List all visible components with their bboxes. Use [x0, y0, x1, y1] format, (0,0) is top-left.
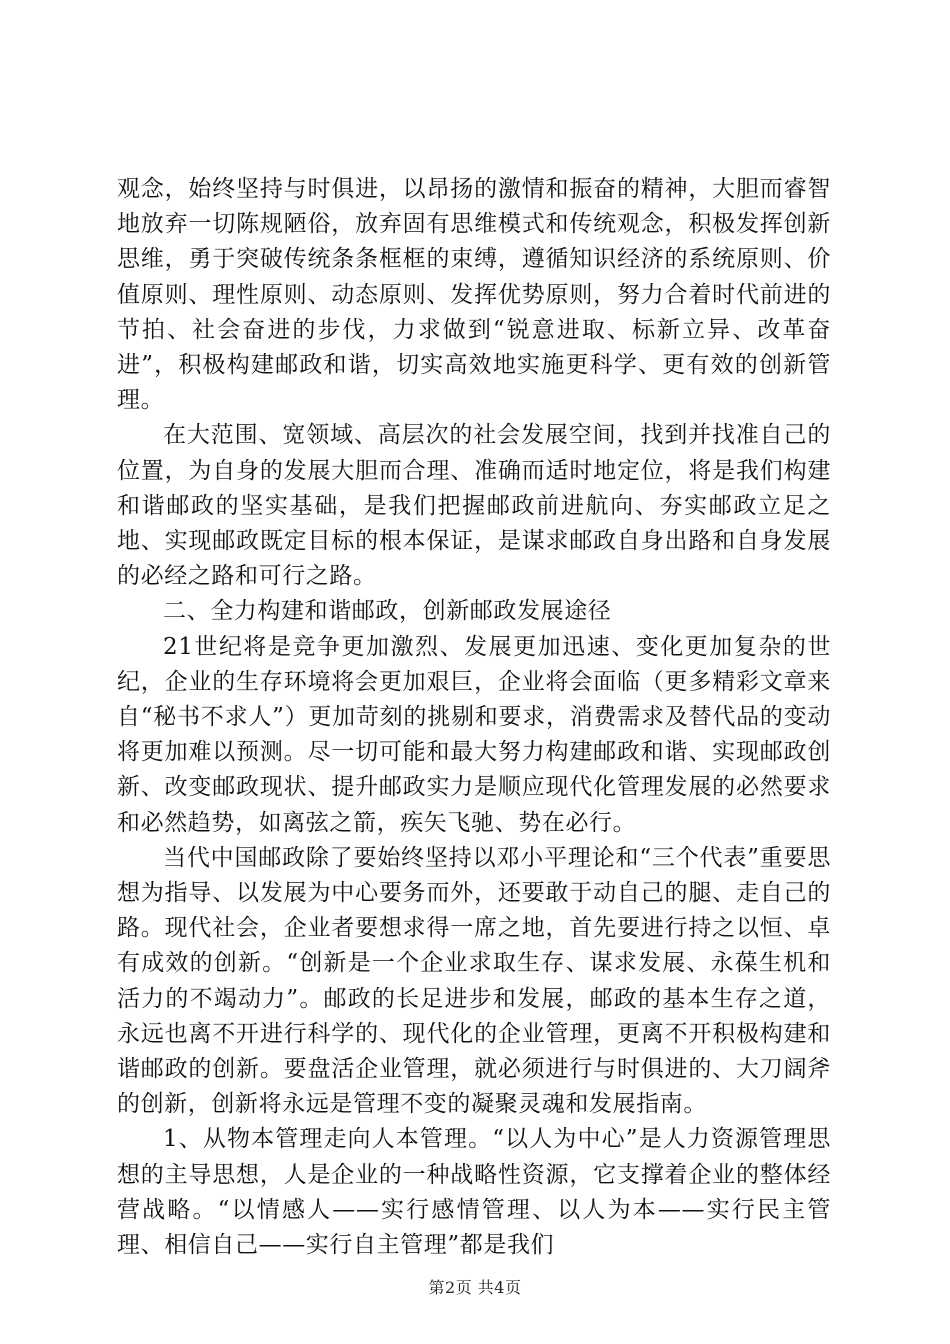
paragraph-continued: 观念，始终坚持与时俱进，以昂扬的激情和振奋的精神，大胆而睿智地放弃一切陈规陋俗，放弃固有思维模式和传统观念，积极发挥创新思维，勇于突破传统条条框框的束缚，遵循知识经济的系统原则、价值原则、理性原则、动态原则、发挥优势原则，努力合着时代前进的节拍、社会奋进的步伐，力求做到“锐意进取、标新立异、改革奋进”，积极构建邮政和谐，切实高效地实施更科学、更有效的创新管理。 [117, 176, 831, 414]
paragraph-china-post: 当代中国邮政除了要始终坚持以邓小平理论和“三个代表”重要思想为指导、以发展为中心要务而外，还要敢于动自己的腿、走自己的路。现代社会，企业者要想求得一席之地，首先要进行持之以恒、卓有成效的创新。“创新是一个企业求取生存、谋求发展、永葆生机和活力的不竭动力”。邮政的长足进步和发展，邮政的基本生存之道，永远也离不开进行科学的、现代化的企业管理，更离不开积极构建和谐邮政的创新。要盘活企业管理，就必须进行与时俱进的、大刀阔斧的创新，创新将永远是管理不变的凝聚灵魂和发展指南。 [117, 844, 831, 1118]
paragraph-21st-century: 21世纪将是竞争更加激烈、发展更加迅速、变化更加复杂的世纪，企业的生存环境将会更加艰巨，企业将会面临（更多精彩文章来自“秘书不求人”）更加苛刻的挑剔和要求，消费需求及替代品的变动将更加难以预测。尽一切可能和最大努力构建邮政和谐、实现邮政创新、改变邮政现状、提升邮政实力是顺应现代化管理发展的必然要求和必然趋势，如离弦之箭，疾矢飞驰、势在必行。 [117, 633, 831, 836]
document-body [117, 172, 831, 1263]
paragraph-positioning: 在大范围、宽领域、高层次的社会发展空间，找到并找准自己的位置，为自身的发展大胆而合理、准确而适时地定位，将是我们构建和谐邮政的坚实基础，是我们把握邮政前进航向、夯实邮政立足之地、实现邮政既定目标的根本保证，是谋求邮政自身出路和自身发展的必经之路和可行之路。 [117, 422, 831, 590]
page-footer: 第2页 共4页 [428, 1278, 522, 1297]
paragraph-human-management: 1、从物本管理走向人本管理。“以人为中心”是人力资源管理思想的主导思想，人是企业的一种战略性资源，它支撑着企业的整体经营战略。“以情感人——实行感情管理、以人为本——实行民主管理、相信自己——实行自主管理”都是我们 [117, 1126, 831, 1259]
section-heading: 二、全力构建和谐邮政，创新邮政发展途径 [163, 598, 612, 625]
